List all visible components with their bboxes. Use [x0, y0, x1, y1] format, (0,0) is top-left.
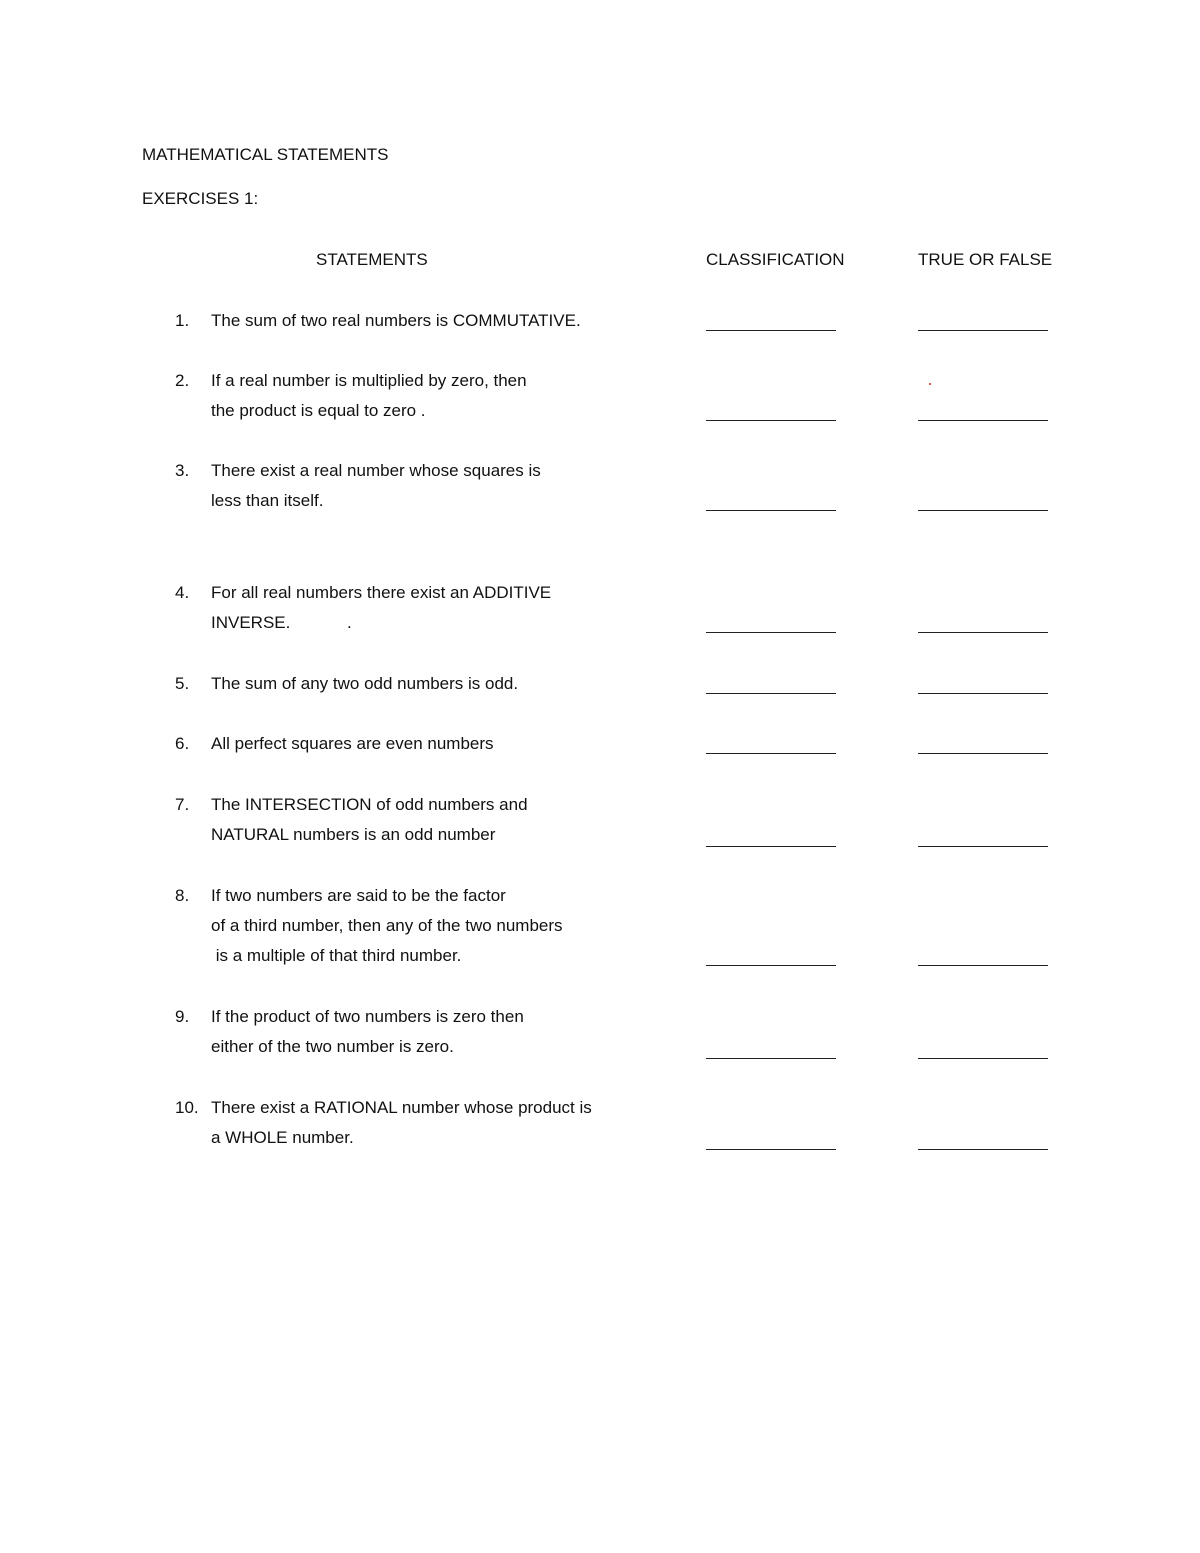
column-header-classification: CLASSIFICATION — [706, 250, 845, 269]
classification-answer-blank[interactable] — [706, 510, 836, 511]
item-number: 4. — [175, 583, 190, 602]
item-statement-text: The INTERSECTION of odd numbers and NATURAL numbers is an odd number — [211, 795, 528, 844]
true-false-answer-blank[interactable] — [918, 693, 1048, 694]
classification-answer-blank[interactable] — [706, 1149, 836, 1150]
classification-answer-blank[interactable] — [706, 965, 836, 966]
column-header-true-or-false: TRUE OR FALSE — [918, 250, 1053, 269]
true-false-answer-blank[interactable] — [918, 1058, 1048, 1059]
item-statement-text: There exist a real number whose squares is less than itself. — [211, 461, 541, 510]
item-statement-text: The sum of any two odd numbers is odd. — [211, 674, 519, 693]
classification-answer-blank[interactable] — [706, 420, 836, 421]
item-number: 10. — [175, 1098, 199, 1117]
true-false-answer-blank[interactable] — [918, 420, 1048, 421]
classification-answer-blank[interactable] — [706, 846, 836, 847]
classification-answer-blank[interactable] — [706, 693, 836, 694]
item-number: 2. — [175, 371, 190, 390]
classification-answer-blank[interactable] — [706, 753, 836, 754]
exercise-label: EXERCISES 1: — [142, 189, 259, 208]
page-title: MATHEMATICAL STATEMENTS — [142, 145, 389, 164]
column-header-statements: STATEMENTS — [316, 250, 428, 269]
true-false-answer-blank[interactable] — [918, 1149, 1048, 1150]
item-number: 9. — [175, 1007, 190, 1026]
classification-answer-blank[interactable] — [706, 1058, 836, 1059]
item-number: 3. — [175, 461, 190, 480]
true-false-answer-blank[interactable] — [918, 846, 1048, 847]
classification-answer-blank[interactable] — [706, 330, 836, 331]
item-number: 6. — [175, 734, 190, 753]
item-number: 1. — [175, 311, 190, 330]
item-number: 5. — [175, 674, 190, 693]
item-statement-text: If the product of two numbers is zero then either of the two number is zero. — [211, 1007, 524, 1056]
classification-answer-blank[interactable] — [706, 632, 836, 633]
true-false-answer-blank[interactable] — [918, 753, 1048, 754]
true-false-answer-blank[interactable] — [918, 632, 1048, 633]
true-false-answer-blank[interactable] — [918, 965, 1048, 966]
true-false-answer-blank[interactable] — [918, 330, 1048, 331]
true-false-answer-blank[interactable] — [918, 510, 1048, 511]
item-statement-text: There exist a RATIONAL number whose product is a WHOLE number. — [211, 1098, 592, 1147]
item-statement-text: If two numbers are said to be the factor of a third number, then any of the two numbers is a multiple of that third number. — [211, 886, 563, 965]
item-statement-text: For all real numbers there exist an ADDITIVE INVERSE. . — [211, 583, 552, 632]
item-statement-text: All perfect squares are even numbers — [211, 734, 494, 753]
item-number: 8. — [175, 886, 190, 905]
item-statement-text: If a real number is multiplied by zero, then the product is equal to zero . — [211, 371, 527, 420]
stray-red-dot — [929, 383, 931, 385]
item-number: 7. — [175, 795, 190, 814]
item-statement-text: The sum of two real numbers is COMMUTATIVE. — [211, 311, 581, 330]
